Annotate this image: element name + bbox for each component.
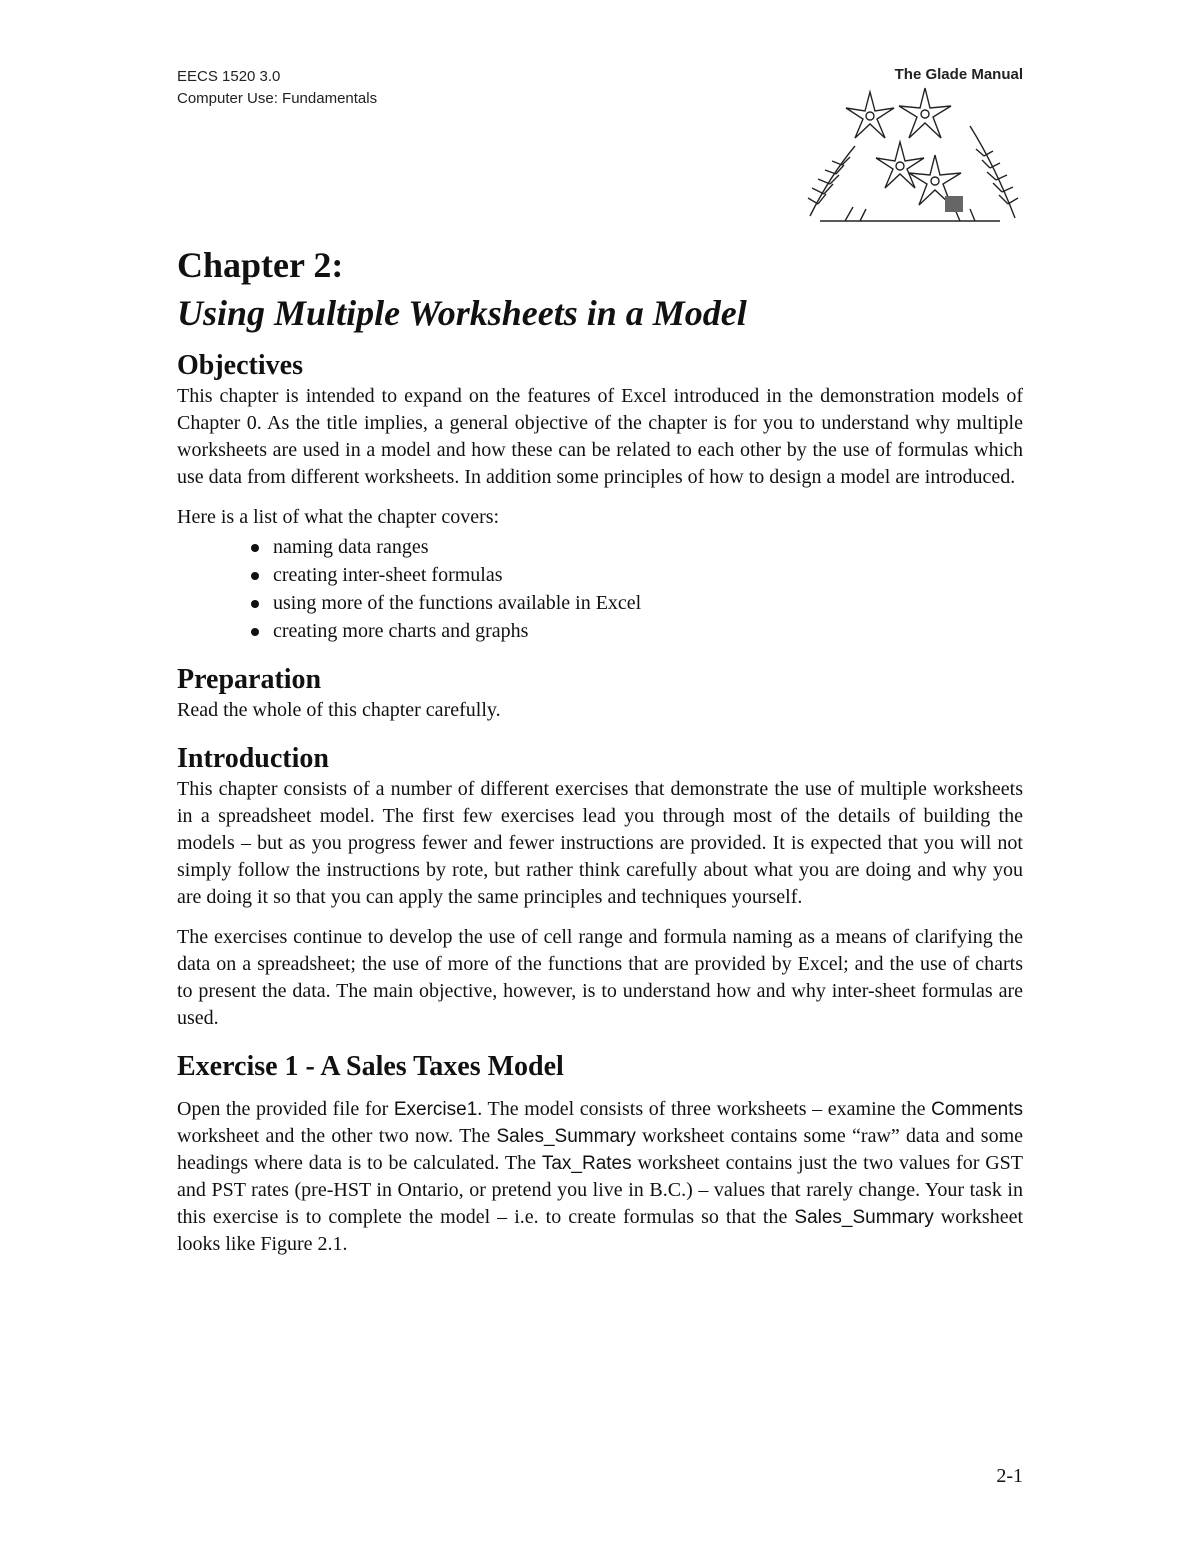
bullet-icon	[251, 544, 259, 552]
page-number: 2-1	[996, 1465, 1023, 1487]
manual-title: The Glade Manual	[894, 66, 1023, 83]
header-left	[177, 66, 377, 110]
bullet-icon	[251, 572, 259, 580]
sheet-name-tax-rates: Tax_Rates	[541, 1153, 632, 1174]
introduction-heading: Introduction	[177, 743, 329, 774]
list-item: using more of the functions available in Excel	[249, 589, 1023, 617]
list-item: creating more charts and graphs	[249, 617, 1023, 645]
preparation-heading: Preparation	[177, 664, 322, 695]
objectives-list	[249, 533, 1023, 645]
file-name: Exercise1	[393, 1099, 478, 1120]
chapter-title: Chapter 2:	[177, 245, 344, 285]
list-item: naming data ranges	[249, 533, 1023, 561]
flowers-icon	[800, 86, 1025, 226]
course-code: EECS 1520 3.0	[177, 68, 281, 85]
objectives-paragraph: This chapter is intended to expand on the features of Excel introduced in the demonstration models of Chapter 0. As the title implies, a general objective of the chapter is for you to understand why multiple worksheets are used in a model and how these can be related to each other by the use of formulas which use data from different worksheets. In addition some principles of how to design a model are introduced.	[177, 385, 1023, 488]
sheet-name-comments: Comments	[931, 1099, 1023, 1120]
bullet-icon	[251, 600, 259, 608]
chapter-subtitle: Using Multiple Worksheets in a Model	[177, 293, 747, 333]
main-content	[177, 243, 1023, 1258]
sheet-name-sales-summary: Sales_Summary	[496, 1126, 636, 1147]
preparation-paragraph: Read the whole of this chapter carefully.	[177, 699, 501, 721]
list-item: creating inter-sheet formulas	[249, 561, 1023, 589]
objectives-heading: Objectives	[177, 350, 303, 381]
course-name: Computer Use: Fundamentals	[177, 90, 378, 107]
objectives-list-intro: Here is a list of what the chapter covers:	[177, 506, 500, 528]
introduction-paragraph-2: The exercises continue to develop the use of cell range and formula naming as a means of clarifying the data on a spreadsheet; the use of more of the functions that are provided by Excel; and the use of charts to present the data. The main objective, however, is to understand how and why inter-sheet formulas are used.	[177, 926, 1023, 1029]
bullet-icon	[251, 628, 259, 636]
exercise1-paragraph: Open the provided file for Exercise1. The model consists of three worksheets – examine the Comments worksheet and the other two now. The Sales_Summary worksheet contains some “raw” data and some headings where data is to be calculated. The Tax_Rates worksheet contains just the two values for GST and PST rates (pre-HST in Ontario, or pretend you live in B.C.) – values that rarely change. Your task in this exercise is to complete the model – i.e. to create formulas so that the Sales_Summary worksheet looks like Figure 2.1.	[177, 1098, 1024, 1255]
exercise1-heading: Exercise 1 - A Sales Taxes Model	[177, 1051, 564, 1082]
introduction-paragraph-1: This chapter consists of a number of different exercises that demonstrate the use of multiple worksheets in a spreadsheet model. The first few exercises lead you through most of the details of building the models – but as you progress fewer and fewer instructions are provided. It is expected that you will not simply follow the instructions by rote, but rather think carefully about what you are doing and why you are doing it so that you can apply the same principles and techniques yourself.	[177, 778, 1023, 908]
sheet-name-sales-summary: Sales_Summary	[794, 1207, 934, 1228]
